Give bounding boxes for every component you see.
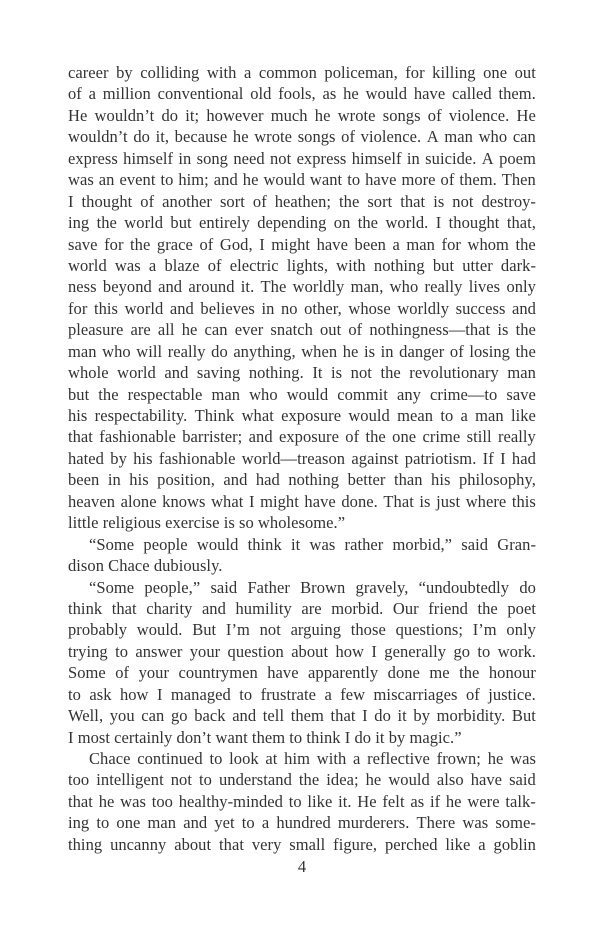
page-number: 4	[297, 857, 307, 876]
text-line: trying to answer your question about how I generally go to work.	[68, 641, 536, 661]
text-line: ness beyond and around it. The worldly man, who really lives only	[68, 277, 536, 297]
text-line: ing to one man and yet to a hundred murderers. There was some-	[68, 813, 536, 833]
text-line: for this world and believes in no other, whose worldly success and	[68, 298, 536, 318]
text-line: was an event to him; and he would want to have more of them. Then	[68, 170, 536, 190]
text-line: Some of your countrymen have apparently done me the honour	[68, 663, 536, 683]
text-line: little religious exercise is so wholesome.”	[68, 513, 346, 533]
text-line: express himself in song need not express himself in suicide. A poem	[68, 148, 536, 168]
text-line: Chace continued to look at him with a reflective frown; he was	[89, 749, 536, 768]
text-line: career by colliding with a common policeman, for killing one out	[68, 63, 536, 82]
text-line: ing the world but entirely depending on the world. I thought that,	[68, 213, 536, 233]
text-line: wouldn’t do it, because he wrote songs of violence. A man who can	[68, 127, 536, 147]
text-line: “Some people would think it was rather morbid,” said Gran-	[89, 534, 536, 554]
text-line: save for the grace of God, I might have been a man for whom the	[68, 234, 536, 254]
text-line: man who will really do anything, when he is in danger of losing the	[68, 341, 536, 361]
text-line: I most certainly don’t want them to think I do it by magic.”	[68, 727, 462, 747]
text-line: Well, you can go back and tell them that I do it by morbidity. But	[68, 706, 536, 726]
text-line: hated by his fashionable world—treason against patriotism. If I had	[68, 448, 536, 468]
text-line: been in his position, and had nothing better than his philosophy,	[68, 470, 536, 490]
text-line: that fashionable barrister; and exposure of the one crime still really	[68, 427, 536, 447]
text-line: think that charity and humility are morbid. Our friend the poet	[68, 598, 536, 618]
text-line: that he was too healthy-minded to like it. He felt as if he were talk-	[68, 791, 536, 811]
text-line: whole world and saving nothing. It is not the revolutionary man	[68, 363, 536, 383]
text-line: I thought of another sort of heathen; the sort that is not destroy-	[68, 191, 536, 211]
text-line: probably would. But I’m not arguing those questions; I’m only	[68, 620, 536, 640]
text-line: “Some people,” said Father Brown gravely, “undoubtedly do	[89, 577, 536, 597]
text-line: to ask how I managed to frustrate a few miscarriages of justice.	[68, 684, 536, 704]
text-line: world was a blaze of electric lights, with nothing but utter dark-	[68, 255, 536, 275]
text-line: pleasure are all he can ever snatch out of nothingness—that is the	[68, 320, 536, 340]
text-line: his respectability. Think what exposure would mean to a man like	[68, 406, 536, 425]
text-line: of a million conventional old fools, as he would have called them.	[68, 84, 536, 104]
text-line: dison Chace dubiously.	[68, 556, 223, 576]
text-line: He wouldn’t do it; however much he wrote songs of violence. He	[68, 105, 536, 125]
text-line: thing uncanny about that very small figure, perched like a goblin	[68, 834, 536, 854]
text-block	[68, 62, 536, 855]
text-line: heaven alone knows what I might have done. That is just where this	[68, 491, 536, 511]
text-line: but the respectable man who would commit any crime—to save	[68, 384, 536, 404]
text-line: too intelligent not to understand the idea; he would also have said	[68, 770, 536, 790]
